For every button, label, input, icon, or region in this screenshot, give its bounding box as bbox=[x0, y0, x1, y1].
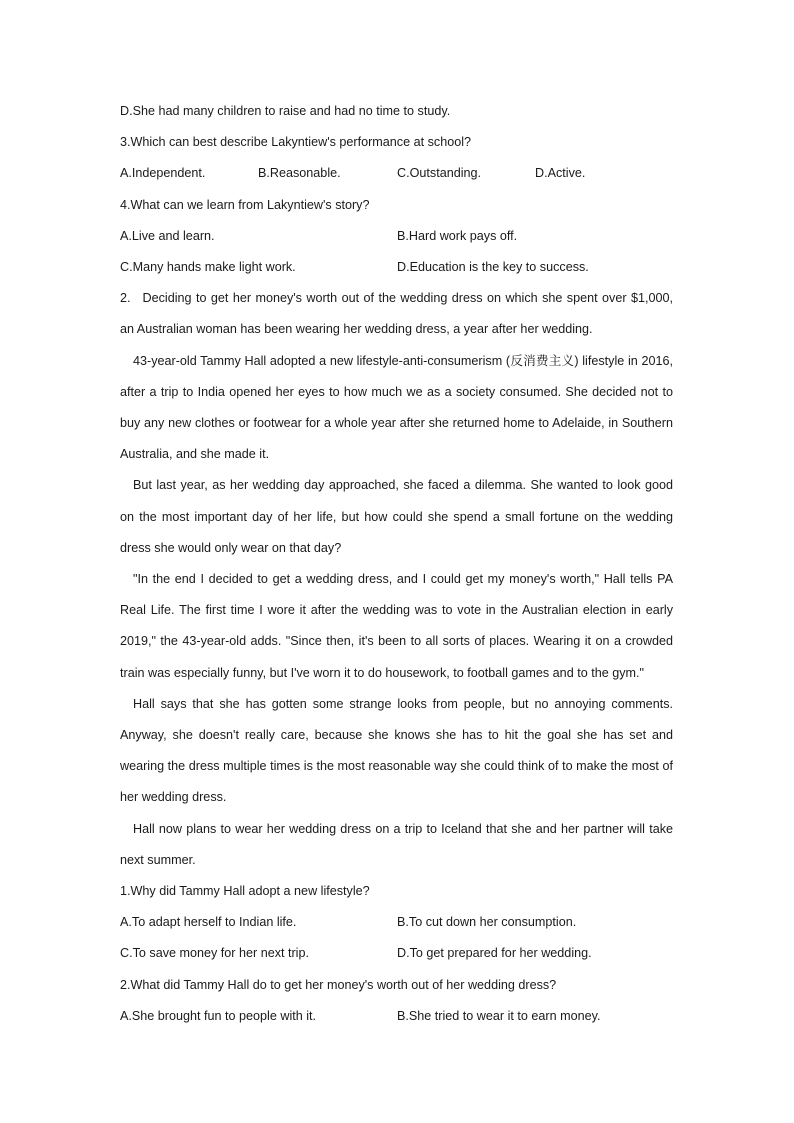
options-row bbox=[120, 252, 673, 283]
option-text: D.She had many children to raise and had no time to study. bbox=[120, 104, 451, 118]
option-b: B.Reasonable. bbox=[258, 166, 341, 181]
option-d: D.Education is the key to success. bbox=[397, 259, 589, 274]
options-row bbox=[120, 938, 673, 969]
options-row bbox=[120, 907, 673, 938]
paragraph-text: Deciding to get her money's worth out of the wedding dress on which she spent over $1,000, an Australian woman has been wearing her wedding dress, a year after her wedding. bbox=[120, 291, 673, 337]
passage-paragraph: "In the end I decided to get a wedding dress, and I could get my money's worth," Hall tells PA Real Life. The first time I wore it after the wedding was to vote in the Australian election in early 2019," the 43-year-old adds. "Since then, it's been to all sorts of places. Wearing it on a crowded train was especially funny, but I've worn it to do housework, to football games and to the gym." bbox=[120, 571, 673, 680]
passage-paragraph: But last year, as her wedding day approached, she faced a dilemma. She wanted to look good on the most important day of her life, but how could she spend a small fortune on the wedding dress she would only wear on that day? bbox=[120, 478, 673, 555]
options-row bbox=[120, 1001, 673, 1032]
option-a: A.She brought fun to people with it. bbox=[120, 1008, 317, 1023]
option-b: B.To cut down her consumption. bbox=[397, 915, 577, 930]
option-a: A.Independent. bbox=[120, 166, 206, 181]
options-row bbox=[120, 221, 673, 252]
options-row bbox=[120, 158, 673, 189]
option-c: C.Outstanding. bbox=[397, 166, 482, 181]
option-a: A.Live and learn. bbox=[120, 228, 215, 243]
option-d: D.To get prepared for her wedding. bbox=[397, 946, 592, 961]
passage-paragraph: 43-year-old Tammy Hall adopted a new lifestyle-anti-consumerism (反消费主义) lifestyle in 2016, after a trip to India opened her eyes to how much we as a society consumed. She decided not to buy any new clothes or footwear for a whole year after she returned home to Adelaide, in Southern Australia, and she made it. bbox=[120, 353, 673, 462]
question-text: 4.What can we learn from Lakyntiew's story? bbox=[120, 197, 370, 212]
passage-paragraph: Hall now plans to wear her wedding dress on a trip to Iceland that she and her partner will take next summer. bbox=[120, 821, 673, 867]
option-c: C.Many hands make light work. bbox=[120, 259, 296, 274]
passage-number: 2. bbox=[120, 291, 131, 306]
option-d: D.Active. bbox=[535, 166, 586, 181]
question-text: 2.What did Tammy Hall do to get her money's worth out of her wedding dress? bbox=[120, 977, 557, 992]
question-text: 1.Why did Tammy Hall adopt a new lifestyle? bbox=[120, 883, 370, 898]
question-text: 3.Which can best describe Lakyntiew's performance at school? bbox=[120, 135, 472, 150]
passage-paragraph: Hall says that she has gotten some strange looks from people, but no annoying comments. Anyway, she doesn't really care, because she knows she has to hit the goal she has set and wearing the dress multiple times is the most reasonable way she could think of to make the most of her wedding dress. bbox=[120, 696, 673, 805]
option-a: A.To adapt herself to Indian life. bbox=[120, 915, 297, 930]
passage-paragraph bbox=[120, 283, 673, 345]
option-b: B.She tried to wear it to earn money. bbox=[397, 1008, 601, 1023]
option-b: B.Hard work pays off. bbox=[397, 228, 518, 243]
document-page bbox=[120, 96, 673, 1032]
option-c: C.To save money for her next trip. bbox=[120, 946, 309, 961]
